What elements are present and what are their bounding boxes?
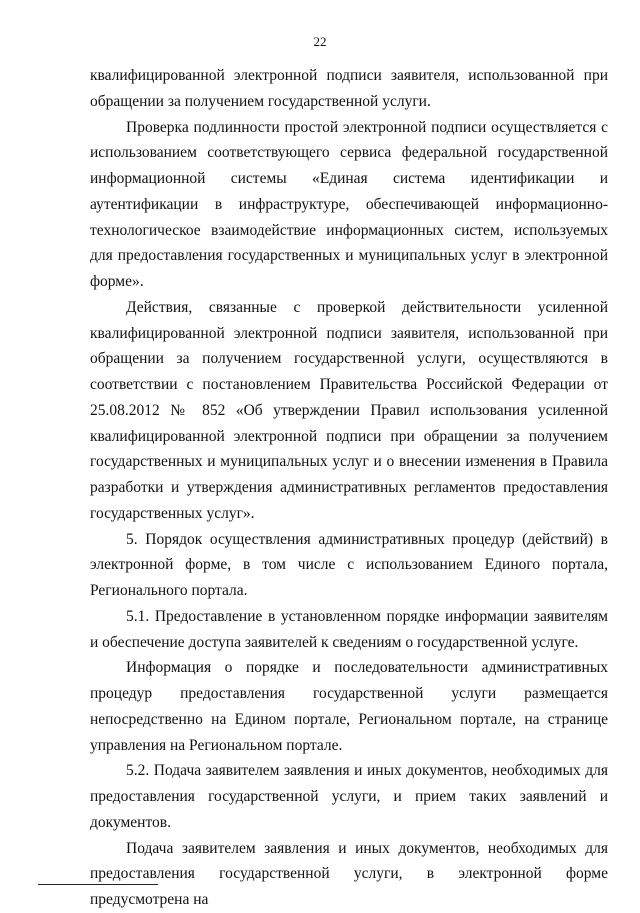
paragraph-continuation: квалифицированной электронной подписи заявителя, использованной при обращении за получением государственной услуги.: [90, 67, 608, 110]
subsection-heading-5-1: 5.1. Предоставление в установленном порядке информации заявителям и обеспечение доступа заявителей к сведениям о государственной услуге.: [90, 607, 608, 651]
paragraph-qualified-signature-check: Действия, связанные с проверкой действительности усиленной квалифицированной электронной подписи заявителя, использованной при обращении за получением государственной услуги, осуществляются в соответствии с постановлением Правительства Российской Федерации от 25.08.2012 № 852 «Об утверждении Правил использования усиленной квалифицированной электронной подписи при обращении за получением государственных и муниципальных услуг и о внесении изменения в Правила разработки и утверждения административных регламентов предоставления государственных услуг».: [90, 298, 608, 522]
paragraph-procedure-info: Информация о порядке и последовательности административных процедур предоставления государственной услуги размещается непосредственно на Едином портале, Региональном портале, на странице управления на Региональном портале.: [90, 659, 608, 754]
document-body: [90, 63, 608, 913]
subsection-heading-5-2: 5.2. Подача заявителем заявления и иных документов, необходимых для предоставления государственной услуги, и прием таких заявлений и документов.: [90, 762, 608, 831]
paragraph-electronic-submission: Подача заявителем заявления и иных документов, необходимых для предоставления государственной услуги, в электронной форме предусмотрена на: [90, 839, 608, 908]
page-number: 22: [313, 34, 327, 49]
paragraph-simple-signature-check: Проверка подлинности простой электронной подписи осуществляется с использованием соответствующего сервиса федеральной государственной информационной системы «Единая система идентификации и аутентификации в инфраструктуре, обеспечивающей информационно-технологическое взаимодействие информационных систем, используемых для предоставления государственных и муниципальных услуг в электронной форме».: [90, 118, 608, 290]
section-heading-5: 5. Порядок осуществления административных процедур (действий) в электронной форме, в том числе с использованием Единого портала, Регионального портала.: [90, 530, 608, 599]
footer-divider: [38, 884, 158, 885]
